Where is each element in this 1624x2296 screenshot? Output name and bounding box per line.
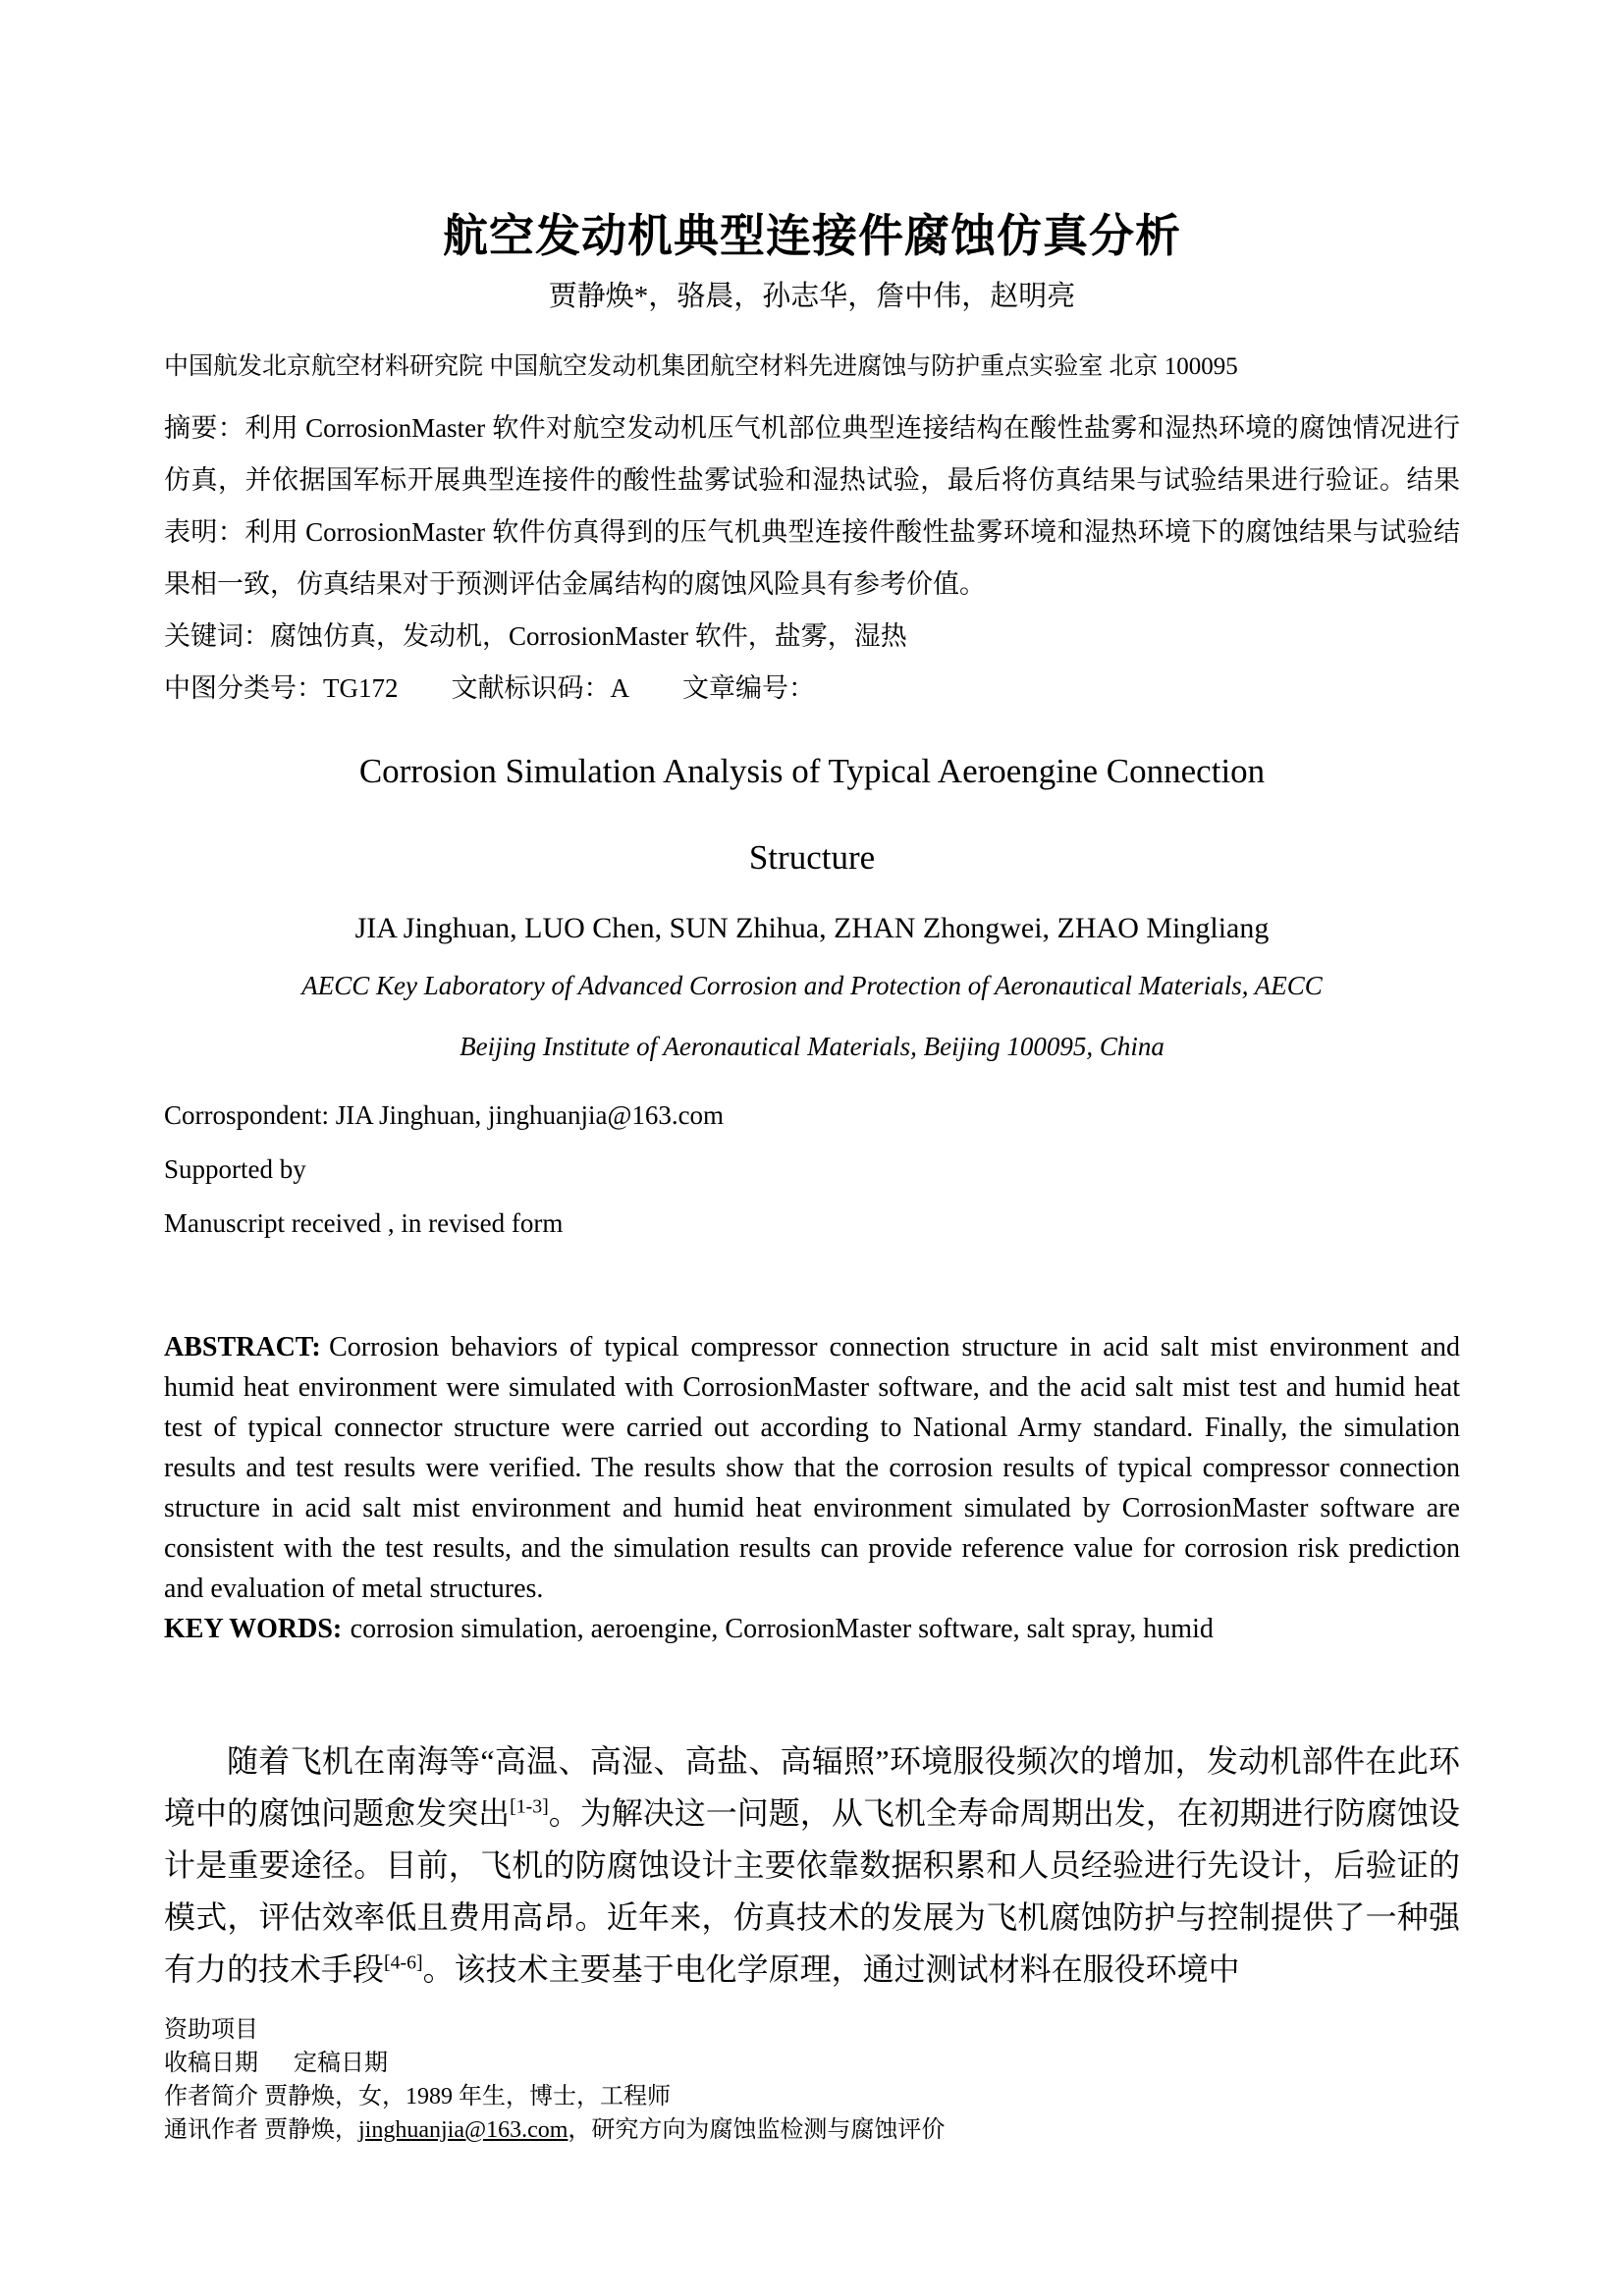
affiliation-en xyxy=(164,955,1460,1077)
finalized-date-label: 定稿日期 xyxy=(294,2051,388,2076)
affiliation-en-line2: Beijing Institute of Aeronautical Materials, Beijing 100095, China xyxy=(460,1032,1164,1061)
author-bio-note: 作者简介 贾静焕，女，1989 年生，博士，工程师 xyxy=(164,2084,671,2109)
authors-zh: 贾静焕*，骆晨，孙志华，詹中伟，赵明亮 xyxy=(548,281,1076,312)
paper-title-zh: 航空发动机典型连接件腐蚀仿真分析 xyxy=(443,210,1181,261)
paper-title-en xyxy=(164,728,1460,901)
abstract-zh-body: 利用 CorrosionMaster 软件对航空发动机压气机部位典型连接结构在酸性盐雾和湿热环境的腐蚀情况进行仿真，并依据国军标开展典型连接件的酸性盐雾试验和湿热试验，最后将仿真结果与试验结果进行验证。结果表明：利用 CorrosionMaster 软件仿真得到的压气机典型连接件酸性盐雾环境和湿热环境下的腐蚀结果与试验结果相一致，仿真结果对于预测评估金属结构的腐蚀风险具有参考价值。 xyxy=(164,413,1460,599)
correspondent-note xyxy=(164,2113,1460,2147)
affiliation-zh: 中国航发北京航空材料研究院 中国航空发动机集团航空材料先进腐蚀与防护重点实验室 北京 100095 xyxy=(164,353,1238,380)
keywords-zh-label: 关键词： xyxy=(164,621,270,651)
citation-ref-2: [4-6] xyxy=(384,1951,423,1974)
correspondent-email-link[interactable]: jinghuanjia@163.com xyxy=(358,2117,568,2143)
intro-paragraph xyxy=(164,1735,1460,1996)
abstract-en-body: Corrosion behaviors of typical compressor connection structure in acid salt mist environment and humid heat environment were simulated with CorrosionMaster software, and the acid salt mist test and humid heat test of typical connector structure were carried out according to National Army standard. Finally, the simulation results and test results were verified. The results show that the corrosion results of typical compressor connection structure in acid salt mist environment and humid heat environment simulated by CorrosionMaster software are consistent with the test results, and the simulation results can provide reference value for corrosion risk prediction and evaluation of metal structures. xyxy=(164,1332,1460,1604)
clc-number: 中图分类号：TG172 xyxy=(164,673,399,703)
keywords-en-body: corrosion simulation, aeroengine, CorrosionMaster software, salt spray, humid xyxy=(350,1614,1214,1644)
abstract-en-label: ABSTRACT: xyxy=(164,1332,321,1362)
abstract-zh-label: 摘要： xyxy=(164,413,245,443)
intro-text-3: 。该技术主要基于电化学原理，通过测试材料在服役环境中 xyxy=(422,1951,1240,1987)
intro-text-2: 。为解决这一问题，从飞机全寿命周期出发，在初期进行防腐蚀设计是重要途径。目前，飞机的防腐蚀设计主要依靠数据积累和人员经验进行先设计，后验证的模式，评估效率低且费用高昂。近年来，仿真技术的发展为飞机腐蚀防护与控制提供了一种强有力的技术手段 xyxy=(164,1795,1460,1987)
dates-note xyxy=(164,2047,1460,2080)
article-number: 文章编号： xyxy=(682,673,815,703)
received-date-label: 收稿日期 xyxy=(164,2051,258,2076)
keywords-zh-body: 腐蚀仿真，发动机，CorrosionMaster 软件，盐雾，湿热 xyxy=(270,621,907,651)
paper-title-en-line2: Structure xyxy=(748,838,876,877)
footnotes-block xyxy=(164,2013,1460,2147)
keywords-en xyxy=(164,1609,1460,1649)
correspondent-note-suffix: ，研究方向为腐蚀监检测与腐蚀评价 xyxy=(568,2117,946,2143)
authors-en: JIA Jinghuan, LUO Chen, SUN Zhihua, ZHAN Zhongwei, ZHAO Mingliang xyxy=(354,912,1270,944)
correspondent-line: Corrospondent: JIA Jinghuan, jinghuanjia@163.com xyxy=(164,1100,725,1130)
keywords-en-label: KEY WORDS: xyxy=(164,1614,343,1644)
supported-by-line: Supported by xyxy=(164,1154,306,1184)
abstract-en xyxy=(164,1327,1460,1609)
correspondent-note-prefix: 通讯作者 贾静焕， xyxy=(164,2117,358,2143)
paper-title-en-line1: Corrosion Simulation Analysis of Typical Aeroengine Connection xyxy=(358,752,1266,790)
affiliation-en-line1: AECC Key Laboratory of Advanced Corrosion and Protection of Aeronautical Materials, AECC xyxy=(301,971,1323,1000)
manuscript-received-line: Manuscript received , in revised form xyxy=(164,1208,564,1238)
abstract-zh xyxy=(164,402,1460,611)
intro-text-1: 随着飞机在南海等“高温、高湿、高盐、高辐照”环境服役频次的增加，发动机部件在此环境中的腐蚀问题愈发突出 xyxy=(164,1743,1460,1831)
classification-line xyxy=(164,663,1460,715)
funding-note: 资助项目 xyxy=(164,2017,258,2043)
keywords-zh xyxy=(164,611,1460,663)
citation-ref-1: [1-3] xyxy=(510,1795,549,1818)
document-code: 文献标识码：A xyxy=(451,673,629,703)
meta-block xyxy=(164,1089,1460,1251)
